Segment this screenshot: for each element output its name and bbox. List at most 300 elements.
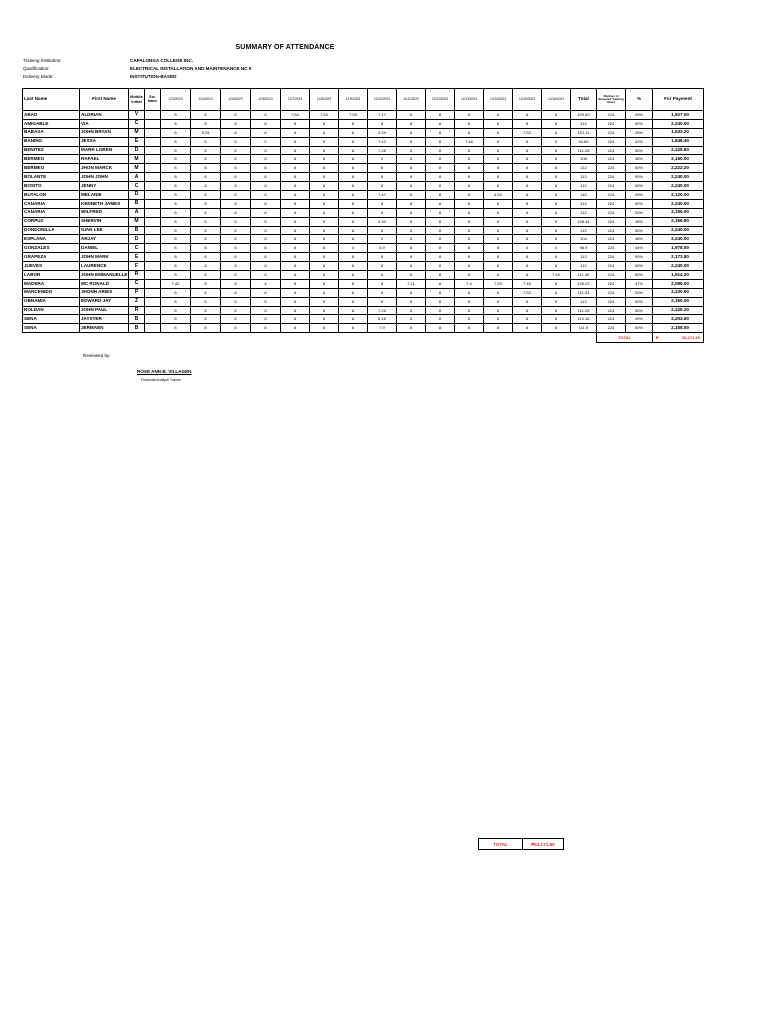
hours-cell: 8 xyxy=(339,262,368,271)
hours-cell: 8 xyxy=(513,111,542,120)
hours-cell: 8 xyxy=(221,182,251,191)
percent-cell: 48% xyxy=(626,155,653,164)
ext-name-cell xyxy=(145,137,161,146)
hours-cell: 0 xyxy=(542,137,571,146)
percent-cell: 50% xyxy=(626,182,653,191)
hours-cell: 4 xyxy=(339,244,368,253)
last-name-cell: SENA xyxy=(23,315,80,324)
header-last-name: Last Name xyxy=(23,89,80,111)
required-hours-cell: 224 xyxy=(597,191,626,200)
hours-cell: 8 xyxy=(191,199,221,208)
hours-cell: 8 xyxy=(161,315,191,324)
header-date: 12/6/2023 xyxy=(251,89,281,111)
hours-cell: 8 xyxy=(310,235,339,244)
hours-cell: 7.46 xyxy=(455,137,484,146)
middle-initial-cell: F xyxy=(129,262,145,271)
hours-cell: 8 xyxy=(161,244,191,253)
hours-cell: 8 xyxy=(221,155,251,164)
hours-cell: 7.49 xyxy=(542,271,571,280)
percent-cell: 50% xyxy=(626,253,653,262)
middle-initial-cell: M xyxy=(129,217,145,226)
hours-cell: 8 xyxy=(281,146,310,155)
hours-cell: 8 xyxy=(191,288,221,297)
hours-cell: 8 xyxy=(251,146,281,155)
hours-cell: 0 xyxy=(251,137,281,146)
last-name-cell: OBNAMIA xyxy=(23,297,80,306)
hours-cell: 8 xyxy=(426,182,455,191)
hours-cell: 8 xyxy=(426,315,455,324)
header-for-payment: For Payment xyxy=(653,89,704,111)
first-name-cell: JHON MARCK xyxy=(80,164,129,173)
hours-cell: 8 xyxy=(251,297,281,306)
hours-cell: 8 xyxy=(426,128,455,137)
percent-cell: 47% xyxy=(626,279,653,288)
total-hours-cell: 109.83 xyxy=(571,111,597,120)
payment-cell: 2,120.00 xyxy=(653,191,704,200)
ext-name-cell xyxy=(145,279,161,288)
hours-cell: 8 xyxy=(513,297,542,306)
total-hours-cell: 112 xyxy=(571,164,597,173)
hours-cell: 8 xyxy=(455,128,484,137)
middle-initial-cell: B xyxy=(129,226,145,235)
hours-cell: 8 xyxy=(368,208,397,217)
middle-initial-cell: C xyxy=(129,279,145,288)
hours-cell: 8 xyxy=(191,119,221,128)
hours-cell: 8 xyxy=(221,288,251,297)
hours-cell: 8 xyxy=(221,173,251,182)
hours-cell: 8 xyxy=(221,119,251,128)
first-name-cell: MELANIE xyxy=(80,191,129,200)
hours-cell: 8 xyxy=(455,262,484,271)
hours-cell: 8 xyxy=(221,297,251,306)
table-row xyxy=(23,324,704,333)
hours-cell: 4 xyxy=(368,155,397,164)
hours-cell: 8 xyxy=(221,244,251,253)
last-name-cell: MADERA xyxy=(23,279,80,288)
hours-cell: 8 xyxy=(397,297,426,306)
middle-initial-cell: C xyxy=(129,182,145,191)
hours-cell: 8 xyxy=(339,173,368,182)
middle-initial-cell: A xyxy=(129,173,145,182)
hours-cell: 8 xyxy=(281,244,310,253)
hours-cell: 8 xyxy=(281,182,310,191)
hours-cell: 8 xyxy=(368,279,397,288)
middle-initial-cell: Z xyxy=(129,297,145,306)
header-percent: % xyxy=(626,89,653,111)
hours-cell: 8 xyxy=(161,182,191,191)
hours-cell: 8 xyxy=(281,271,310,280)
table-row xyxy=(23,288,704,297)
hours-cell: 8 xyxy=(513,182,542,191)
hours-cell: 8 xyxy=(426,253,455,262)
payment-cell: 2,225.20 xyxy=(653,306,704,315)
info-value-delivery: INSTITUTION-BASED xyxy=(130,74,177,79)
hours-cell: 8 xyxy=(484,199,513,208)
total-hours-cell: 110 xyxy=(571,191,597,200)
last-name-cell: ESPLANA xyxy=(23,235,80,244)
percent-cell: 50% xyxy=(626,208,653,217)
hours-cell: 8 xyxy=(310,119,339,128)
table-row xyxy=(23,119,704,128)
required-hours-cell: 224 xyxy=(597,182,626,191)
hours-cell: 7.42 xyxy=(161,279,191,288)
header-middle-initial: Middle Initial xyxy=(129,89,145,111)
header-date: 12/12/2023 xyxy=(426,89,455,111)
hours-cell: 8 xyxy=(513,191,542,200)
hours-cell: 8 xyxy=(281,173,310,182)
hours-cell: 8 xyxy=(191,244,221,253)
hours-cell: 8 xyxy=(251,226,281,235)
hours-cell: 8 xyxy=(251,244,281,253)
hours-cell: 8 xyxy=(191,173,221,182)
total-hours-cell: 112 xyxy=(571,208,597,217)
middle-initial-cell: R xyxy=(129,306,145,315)
header-total: Total xyxy=(571,89,597,111)
hours-cell: 8 xyxy=(542,217,571,226)
first-name-cell: KENNETH JAMES xyxy=(80,199,129,208)
ext-name-cell xyxy=(145,164,161,173)
hours-cell: 8 xyxy=(281,199,310,208)
payment-cell: 2,156.00 xyxy=(653,208,704,217)
required-hours-cell: 224 xyxy=(597,164,626,173)
ext-name-cell xyxy=(145,155,161,164)
hours-cell: 8 xyxy=(251,191,281,200)
ext-name-cell xyxy=(145,244,161,253)
hours-cell: 8 xyxy=(397,111,426,120)
hours-cell: 8 xyxy=(161,119,191,128)
hours-cell: 8 xyxy=(426,262,455,271)
hours-cell: 8 xyxy=(426,226,455,235)
hours-cell: 7.17 xyxy=(368,111,397,120)
hours-cell: 8 xyxy=(426,199,455,208)
hours-cell: 8 xyxy=(191,253,221,262)
first-name-cell: JOHN JOHN xyxy=(80,173,129,182)
percent-cell: 50% xyxy=(626,164,653,173)
header-first-name: First Name xyxy=(80,89,129,111)
hours-cell: 8 xyxy=(191,226,221,235)
hours-cell: 8 xyxy=(542,288,571,297)
hours-cell: 7.54 xyxy=(281,111,310,120)
hours-cell: 8 xyxy=(310,315,339,324)
hours-cell: 8 xyxy=(368,199,397,208)
hours-cell: 8 xyxy=(397,235,426,244)
hours-cell: 8 xyxy=(281,137,310,146)
last-name-cell: CANARIA xyxy=(23,208,80,217)
hours-cell: 8 xyxy=(484,137,513,146)
hours-cell: 8 xyxy=(251,217,281,226)
hours-cell: 8 xyxy=(191,315,221,324)
table-row xyxy=(23,262,704,271)
first-name-cell: JOHN EMMANUELLE xyxy=(80,271,129,280)
hours-cell: 8 xyxy=(281,306,310,315)
hours-cell: 8 xyxy=(397,146,426,155)
ext-name-cell xyxy=(145,315,161,324)
hours-cell: 8 xyxy=(310,279,339,288)
middle-initial-cell: D xyxy=(129,191,145,200)
header-required-hours: Number of Required Training Hours xyxy=(597,89,626,111)
total-row-spacer xyxy=(23,333,597,343)
hours-cell: 8 xyxy=(281,253,310,262)
ext-name-cell xyxy=(145,306,161,315)
payment-cell: 2,203.60 xyxy=(653,315,704,324)
hours-cell: 8 xyxy=(455,155,484,164)
hours-cell: 8 xyxy=(310,137,339,146)
table-row xyxy=(23,155,704,164)
hours-cell: 7.26 xyxy=(368,306,397,315)
payment-cell: 2,160.00 xyxy=(653,155,704,164)
last-name-cell: BERMEO xyxy=(23,164,80,173)
hours-cell: 8 xyxy=(368,182,397,191)
table-row xyxy=(23,279,704,288)
hours-cell: 8 xyxy=(484,208,513,217)
hours-cell: 4.34 xyxy=(368,217,397,226)
hours-cell: 8 xyxy=(397,191,426,200)
hours-cell: 8 xyxy=(426,279,455,288)
bottom-total-box xyxy=(478,838,564,850)
hours-cell: 8 xyxy=(281,226,310,235)
hours-cell: 8 xyxy=(513,164,542,173)
hours-cell: 8 xyxy=(368,173,397,182)
first-name-cell: JOHN MARK xyxy=(80,253,129,262)
hours-cell: 8 xyxy=(221,137,251,146)
first-name-cell: SHERVIN xyxy=(80,217,129,226)
first-name-cell: MC RONALD xyxy=(80,279,129,288)
hours-cell: 8 xyxy=(339,164,368,173)
required-hours-cell: 224 xyxy=(597,253,626,262)
info-value-qualification: ELECTRICAL INSTALLATION AND MAINTENANCE NC II xyxy=(130,66,252,71)
hours-cell: 8 xyxy=(484,128,513,137)
hours-cell: 8 xyxy=(513,235,542,244)
total-hours-cell: 108.34 xyxy=(571,217,597,226)
last-name-cell: BABASA xyxy=(23,128,80,137)
middle-initial-cell: R xyxy=(129,271,145,280)
hours-cell: 8 xyxy=(397,173,426,182)
hours-cell: 8 xyxy=(513,315,542,324)
hours-cell: 8 xyxy=(513,173,542,182)
hours-cell: 8 xyxy=(161,253,191,262)
hours-cell: 8 xyxy=(310,199,339,208)
middle-initial-cell: D xyxy=(129,146,145,155)
first-name-cell: ARJAY xyxy=(80,235,129,244)
required-hours-cell: 224 xyxy=(597,324,626,333)
payment-cell: 1,978.00 xyxy=(653,244,704,253)
hours-cell: 8 xyxy=(161,137,191,146)
ext-name-cell xyxy=(145,119,161,128)
payment-cell: 2,240.00 xyxy=(653,173,704,182)
last-name-cell: ABAD xyxy=(23,111,80,120)
total-hours-cell: 112 xyxy=(571,182,597,191)
last-name-cell: SENA xyxy=(23,324,80,333)
table-row xyxy=(23,244,704,253)
last-name-cell: BUTALON xyxy=(23,191,80,200)
ext-name-cell xyxy=(145,128,161,137)
hours-cell: 8 xyxy=(339,217,368,226)
last-name-cell: MANCENIDO xyxy=(23,288,80,297)
hours-cell: 8 xyxy=(455,173,484,182)
first-name-cell: JENNY xyxy=(80,182,129,191)
table-row xyxy=(23,253,704,262)
total-hours-cell: 111.9 xyxy=(571,324,597,333)
hours-cell: 8 xyxy=(281,164,310,173)
total-hours-cell: 98.9 xyxy=(571,244,597,253)
hours-cell: 8 xyxy=(542,315,571,324)
hours-cell: 8 xyxy=(455,297,484,306)
hours-cell: 8 xyxy=(542,119,571,128)
header-date: 12/9/2023 xyxy=(339,89,368,111)
percent-cell: 50% xyxy=(626,262,653,271)
hours-cell: 8 xyxy=(310,146,339,155)
payment-cell: 2,225.60 xyxy=(653,146,704,155)
hours-cell: 8 xyxy=(513,119,542,128)
hours-cell: 8 xyxy=(191,164,221,173)
hours-cell: 8 xyxy=(310,288,339,297)
required-hours-cell: 224 xyxy=(597,146,626,155)
payment-cell: 1,533.20 xyxy=(653,128,704,137)
percent-cell: 50% xyxy=(626,199,653,208)
hours-cell: 8 xyxy=(397,288,426,297)
ext-name-cell xyxy=(145,288,161,297)
hours-cell: 8 xyxy=(455,111,484,120)
hours-cell: 8 xyxy=(191,279,221,288)
hours-cell: 8 xyxy=(221,111,251,120)
ext-name-cell xyxy=(145,297,161,306)
hours-cell: 6.9 xyxy=(368,244,397,253)
hours-cell: 8 xyxy=(310,182,339,191)
hours-cell: 8 xyxy=(161,235,191,244)
hours-cell: 8 xyxy=(397,199,426,208)
total-hours-cell: 101.11 xyxy=(571,128,597,137)
percent-cell: 50% xyxy=(626,324,653,333)
hours-cell: 8 xyxy=(310,173,339,182)
percent-cell: 50% xyxy=(626,306,653,315)
hours-cell: 8 xyxy=(397,324,426,333)
hours-cell: 8 xyxy=(368,119,397,128)
hours-cell: 8 xyxy=(513,137,542,146)
hours-cell: 8 xyxy=(221,315,251,324)
hours-cell: 8 xyxy=(513,253,542,262)
hours-cell: 8 xyxy=(513,217,542,226)
hours-cell: 8 xyxy=(426,306,455,315)
last-name-cell: BENITEZ xyxy=(23,146,80,155)
table-row xyxy=(23,199,704,208)
hours-cell: 8 xyxy=(484,182,513,191)
hours-cell: 8 xyxy=(484,155,513,164)
hours-cell: 8 xyxy=(161,146,191,155)
percent-cell: 50% xyxy=(626,226,653,235)
hours-cell: 8 xyxy=(161,164,191,173)
first-name-cell: LAURENCE xyxy=(80,262,129,271)
hours-cell: 8 xyxy=(281,235,310,244)
attendance-body xyxy=(23,111,704,343)
hours-cell: 8 xyxy=(281,288,310,297)
ext-name-cell xyxy=(145,262,161,271)
hours-cell: 8 xyxy=(455,182,484,191)
hours-cell: 8 xyxy=(310,324,339,333)
hours-cell: 8 xyxy=(368,164,397,173)
hours-cell: 8 xyxy=(251,315,281,324)
hours-cell: 8 xyxy=(191,111,221,120)
ext-name-cell xyxy=(145,191,161,200)
hours-cell: 8 xyxy=(455,244,484,253)
middle-initial-cell: B xyxy=(129,199,145,208)
required-hours-cell: 224 xyxy=(597,226,626,235)
last-name-cell: GRAPEZA xyxy=(23,253,80,262)
hours-cell: 8 xyxy=(426,164,455,173)
hours-cell: 8 xyxy=(455,315,484,324)
hours-cell: 6.53 xyxy=(484,191,513,200)
hours-cell: 8 xyxy=(368,253,397,262)
hours-cell: 8 xyxy=(310,164,339,173)
info-label-delivery: Delivery Mode: xyxy=(23,74,54,79)
hours-cell: 8 xyxy=(426,137,455,146)
hours-cell: 8 xyxy=(426,288,455,297)
hours-cell: 8 xyxy=(542,324,571,333)
payment-cell: 1,914.20 xyxy=(653,271,704,280)
hours-cell: 7.46 xyxy=(513,279,542,288)
required-hours-cell: 224 xyxy=(597,155,626,164)
hours-cell: 7.28 xyxy=(368,146,397,155)
hours-cell: 8 xyxy=(484,271,513,280)
header-date: 12/11/2023 xyxy=(397,89,426,111)
payment-cell: 2,160.00 xyxy=(653,297,704,306)
total-hours-cell: 111.26 xyxy=(571,306,597,315)
total-hours-cell: 112 xyxy=(571,253,597,262)
hours-cell: 8 xyxy=(221,262,251,271)
hours-cell: 7.21 xyxy=(397,279,426,288)
hours-cell: 8 xyxy=(484,119,513,128)
hours-cell: 8 xyxy=(161,324,191,333)
header-date: 12/5/2023 xyxy=(221,89,251,111)
hours-cell: 8 xyxy=(484,164,513,173)
hours-cell: 8 xyxy=(281,191,310,200)
table-row xyxy=(23,315,704,324)
total-hours-cell: 110.18 xyxy=(571,315,597,324)
ext-name-cell xyxy=(145,146,161,155)
hours-cell: 8 xyxy=(513,226,542,235)
hours-cell: 8 xyxy=(221,208,251,217)
hours-cell: 8 xyxy=(310,271,339,280)
hours-cell: 8 xyxy=(542,297,571,306)
hours-cell: 7.9 xyxy=(368,324,397,333)
payment-cell: 2,240.00 xyxy=(653,226,704,235)
percent-cell: 49% xyxy=(626,111,653,120)
required-hours-cell: 224 xyxy=(597,271,626,280)
hours-cell: 8 xyxy=(281,208,310,217)
hours-cell: 8 xyxy=(397,217,426,226)
percent-cell: 49% xyxy=(626,315,653,324)
hours-cell: 8 xyxy=(455,119,484,128)
middle-initial-cell: C xyxy=(129,244,145,253)
payment-cell: 2,230.60 xyxy=(653,288,704,297)
hours-cell: 8 xyxy=(455,164,484,173)
middle-initial-cell: M xyxy=(129,155,145,164)
hours-cell: 8 xyxy=(251,208,281,217)
hours-cell: 8 xyxy=(161,297,191,306)
hours-cell: 8 xyxy=(310,208,339,217)
hours-cell: 8 xyxy=(484,226,513,235)
hours-cell: 8 xyxy=(339,191,368,200)
percent-cell: 50% xyxy=(626,119,653,128)
last-name-cell: AMIGABLE xyxy=(23,119,80,128)
hours-cell: 8 xyxy=(191,182,221,191)
hours-cell: 8 xyxy=(397,253,426,262)
hours-cell: 8 xyxy=(310,253,339,262)
hours-cell: 8 xyxy=(542,279,571,288)
hours-cell: 8 xyxy=(397,208,426,217)
hours-cell: 8 xyxy=(191,324,221,333)
hours-cell: 8 xyxy=(221,191,251,200)
hours-cell: 8 xyxy=(542,199,571,208)
